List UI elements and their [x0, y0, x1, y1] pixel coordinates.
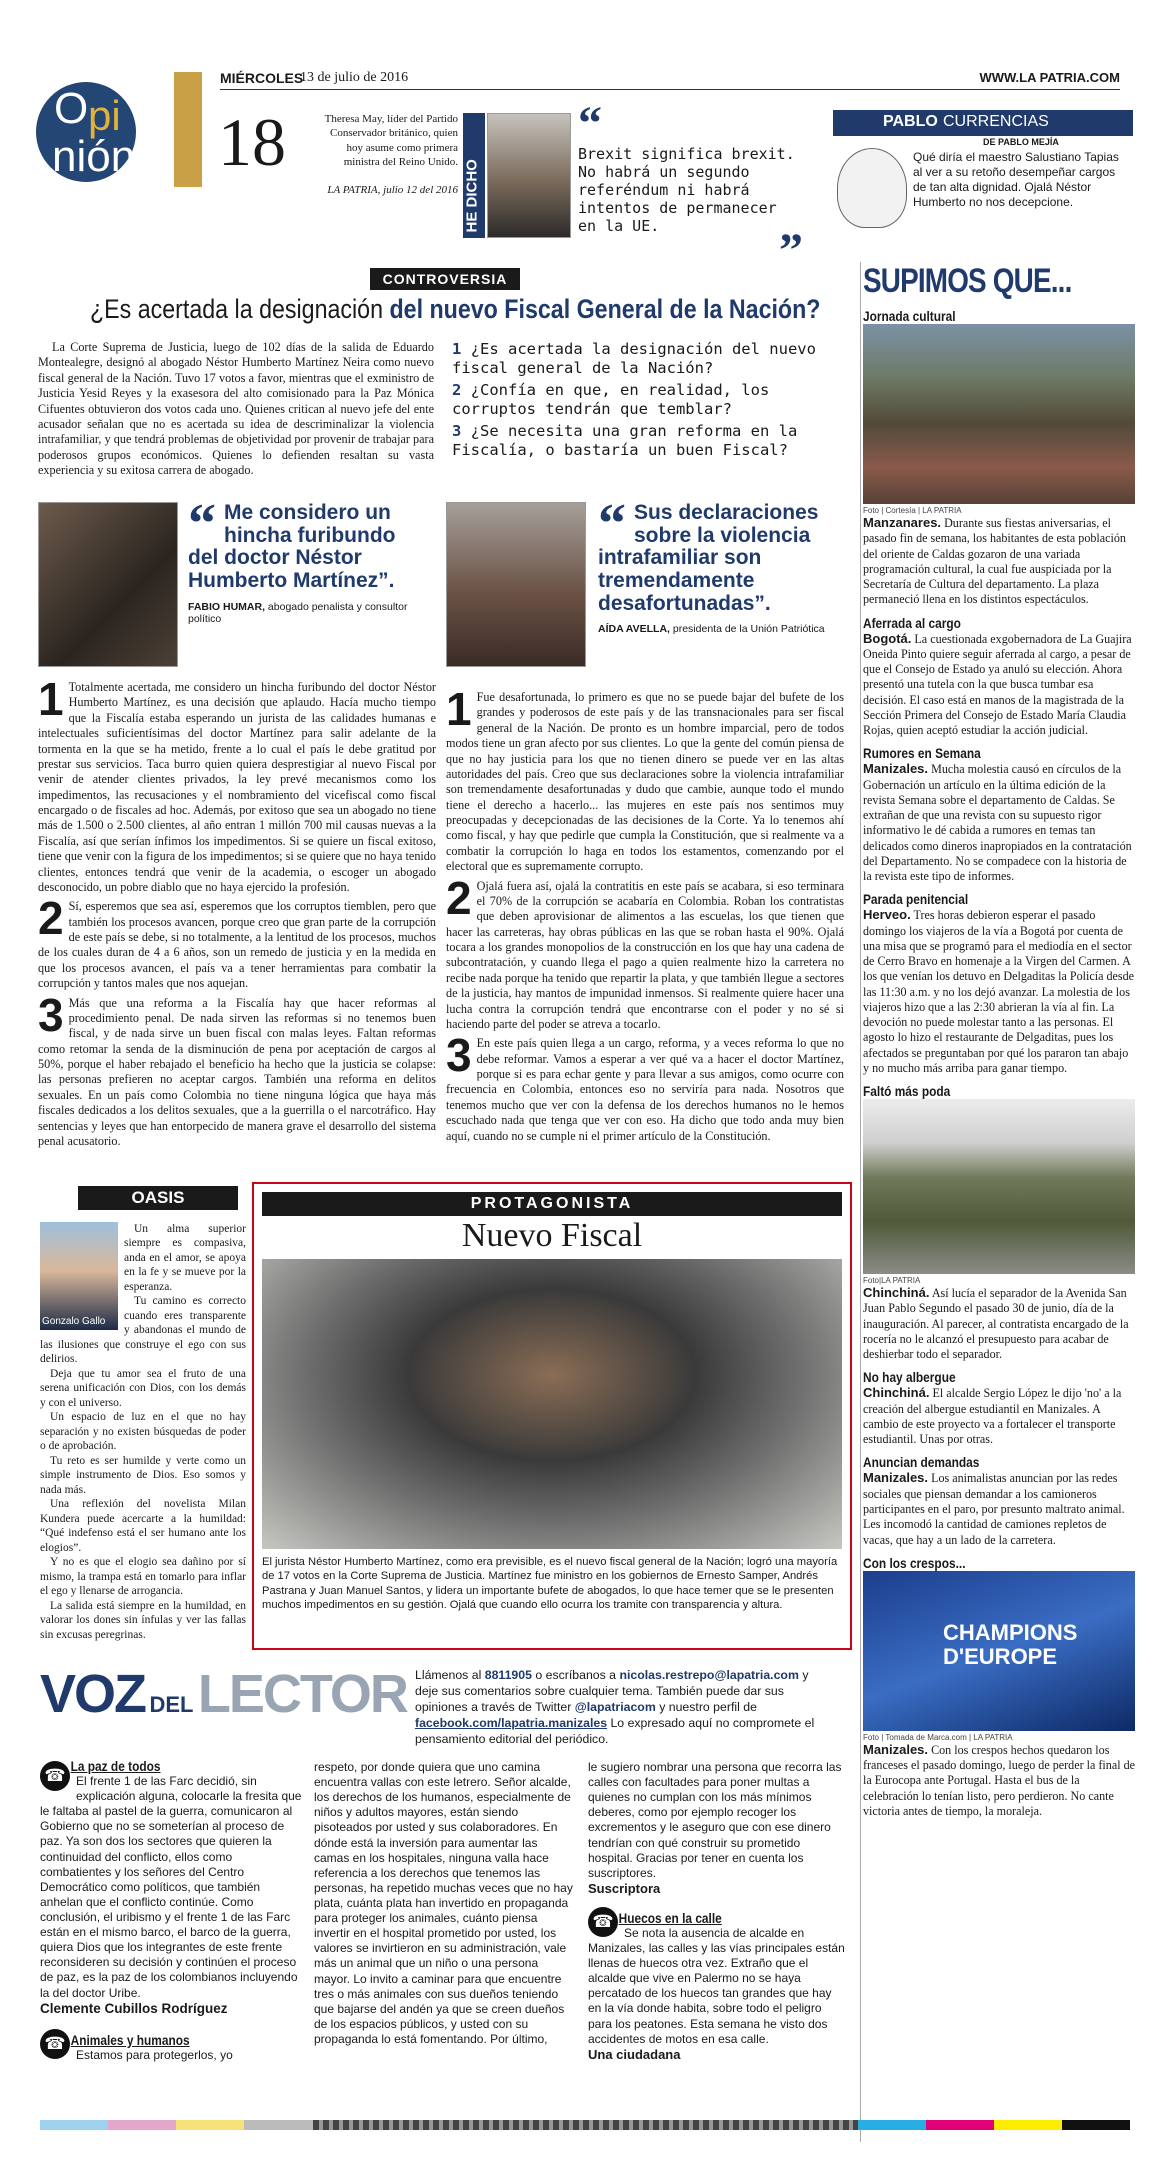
- item5-text: [863, 1285, 1136, 1362]
- pablo-title: PABLO: [883, 113, 938, 130]
- letter-2-head: Animales y humanos: [70, 2031, 190, 2048]
- answer-number-2: 2: [38, 892, 64, 945]
- right-answer-2: [446, 871, 844, 1033]
- voz-email-link[interactable]: nicolas.restrepo@lapatria.com: [619, 1668, 799, 1682]
- right-answers: [446, 683, 844, 1144]
- item3-body: Mucha molestia causó en círculos de la Gobernación un artículo en la última edición de la revista Semana sobre el departamento de Caldas. Se extrañan de que una revista con su supuesto rigor informativo le dé cabida a rumores en temas tan delicados como dineros inapropiados en la contratación del Departamento. No se compadece con la historia de la revista este tipo de informes.: [863, 762, 1132, 884]
- answer-number-3: 3: [38, 988, 64, 1041]
- oasis-p8: La salida está siempre en la humildad, en valorar los dones sin ínfulas y ver las fallas sin excusas peregrinas.: [40, 1599, 246, 1641]
- oasis-author: Gonzalo Gallo: [42, 1315, 106, 1327]
- left-answer-1: [38, 673, 436, 895]
- hedicho-quote: [578, 97, 803, 277]
- voz-info-e: Lo expresado aquí no compromete el pensamiento editorial del periódico.: [415, 1715, 815, 1746]
- item1-lead: Manzanares.: [863, 515, 942, 530]
- item8-lead: Manizales.: [863, 1741, 929, 1757]
- question-3: [452, 422, 842, 461]
- close-quote-icon: ”: [779, 223, 803, 277]
- item1-caption: Foto | Cortesía | LA PATRIA: [863, 506, 962, 515]
- item7-text: [863, 1470, 1136, 1547]
- item5-caption: Foto|LA PATRIA: [863, 1276, 921, 1286]
- voz-facebook-link[interactable]: facebook.com/lapatria.manizales: [415, 1715, 608, 1730]
- protagonista-title: Nuevo Fiscal: [461, 1217, 643, 1254]
- page-number: 18: [218, 104, 286, 180]
- open-quote-icon: “: [578, 97, 602, 150]
- hedicho-tag: [463, 113, 485, 238]
- right-answer-1: [446, 683, 844, 875]
- item2-text: [863, 631, 1136, 739]
- header-rule: [220, 89, 1120, 90]
- pablo-box: [833, 110, 1133, 250]
- color-registration-bar: [40, 2120, 1130, 2130]
- item7-body: Los animalistas anuncian por las redes sociales que piensan demandar a los camioneros participantes en el paro, por presunto maltrato animal. Les incomodó la cantidad de camiones repletos de vacas, que hay a un lado de la carretera.: [863, 1471, 1125, 1547]
- item7-head: Anuncian demandas: [863, 1454, 980, 1471]
- hedicho-intro: [318, 112, 458, 197]
- oasis-p3: Deja que tu amor sea el fruto de una serena unificación con Dios, con los demás y con el universo.: [40, 1367, 246, 1409]
- phone-icon: ☎: [588, 1907, 618, 1937]
- voz-word: VOZ: [40, 1664, 146, 1724]
- hedicho-source: LA PATRIA, julio 12 del 2016: [327, 184, 458, 197]
- answer-number-3: 3: [446, 1029, 472, 1082]
- question-text: ¿Es acertada la designación del nuevo fiscal general de la Nación?: [452, 340, 816, 378]
- left-author-role: abogado penalista y consultor político: [188, 600, 408, 625]
- pablo-byline: DE PABLO MEJÍA: [983, 137, 1059, 147]
- item8-caption: Foto | Tomada de Marca.com | LA PATRIA: [863, 1732, 1013, 1742]
- left-author-name: FABIO HUMAR,: [188, 600, 265, 613]
- right-answer-3-text: En este país quien llega a un cargo, reforma, y a veces reforma lo que no debe reformar. Vamos a esperar a ver qué va a hacer el doctor Martínez, porque si es para echar gente y para llevar a sus amigos, como ocurre con frecuencia en Colombia, entonces eso no serviría para nada. Nosotros que tenemos mucho que ver con la defensa de los derechos humanos no le hemos escuchado nada que tenga que ver con eso. Ha dicho que todo anda muy bien aquí, cuando no se cumple ni el primer artículo de la Constitución.: [446, 1036, 844, 1143]
- right-quote-text: Sus declaraciones sobre la violencia intrafamiliar son tremendamente desafortunadas”.: [598, 501, 819, 615]
- letter-2-text-a: Estamos para protegerlos, yo: [76, 2047, 233, 2062]
- protagonista-caption: El jurista Néstor Humberto Martínez, como era previsible, es el nuevo fiscal general de la Nación; logró una mayoría de 17 votos en la Corte Suprema de Justicia. Martínez fue ministro en los gobiernos de Ernesto Samper, Andrés Pastrana y Juan Manuel Santos, y lidera un importante bufete de abogados, lo que hace temer que se le presenten muchos impedimentos en su gestión. Ojalá que cuando ello ocurra los tramite con transparencia y altura.: [262, 1555, 838, 1612]
- manzanares-photo: [863, 324, 1135, 504]
- item4-body: Tres horas debieron esperar el pasado domingo los viajeros de la vía a Bogotá por cuenta de una misa que se programó para el mediodía en el sector de Cerro Bravo en homenaje a la Virgen del Carmen. A los que venían los detuvo en Delgaditas la Policía desde las 11:30 a.m. y no los dejó avanzar. La molestia de los viajeros hizo que a las 2:30 abrieran la vía al fin. La devoción no puede molestar tanto a las personas. El agosto lo hizo el restaurante de Delgaditas, pues los afectados se preguntaban por qué los pararon tan abajo y no mucho más arriba para ganar tiempo.: [863, 908, 1135, 1075]
- answer-number-1: 1: [446, 683, 472, 735]
- right-answer-3: [446, 1029, 844, 1144]
- question-number: 3: [452, 421, 462, 440]
- protagonista-tag-text: PROTAGONISTA: [470, 1195, 634, 1212]
- letter-2-sign: Suscriptora: [588, 1880, 661, 1896]
- headline-part-a: ¿Es acertada la designación: [90, 294, 384, 324]
- controversia-tag: [370, 268, 520, 290]
- right-author: [598, 623, 838, 635]
- right-author-name: AÍDA AVELLA,: [598, 623, 670, 636]
- voz-twitter-link[interactable]: @lapatriacom: [574, 1699, 656, 1714]
- left-answer-3: [38, 988, 436, 1150]
- voz-info-a: Llámenos al: [415, 1668, 482, 1682]
- oasis-p1: Un alma superior siempre es compasiva, anda en el amor, se apoya en la fe y se mueve por la esperanza.: [124, 1223, 246, 1293]
- item2-body: La cuestionada exgobernadora de La Guajira Oneida Pinto quiere seguir aferrada al cargo, a pesar de que el Consejo de Estado ya anuló su elección. Ahora presentó una tutela con la que busca tumbar esa decisión. El caso está en manos de la magistrada de la Sección Primera del Consejo de Estado María Claudia Rojas, quien aceptó estudiar la acción judicial.: [863, 631, 1132, 738]
- question-1: [452, 340, 842, 379]
- oasis-p5: Tu reto es ser humilde y verte como un simple instrumento de Dios. Eso somos y nada más.: [40, 1454, 246, 1496]
- item3-text: [863, 761, 1136, 884]
- item3-lead: Manizales.: [863, 761, 929, 777]
- supimos-column: [860, 262, 1136, 2142]
- opinion-logo: [36, 82, 176, 187]
- gold-bar: [174, 72, 202, 187]
- chinchina-photo: [863, 1099, 1135, 1274]
- gonzalo-gallo-photo: [40, 1222, 118, 1330]
- controversia-intro: La Corte Suprema de Justicia, luego de 102 días de la salida de Eduardo Montealegre, designó al abogado Néstor Humberto Martínez Neira como nuevo fiscal general de la Nación. Tuvo 17 votos a favor, mientras que el exministro de Justicia Yesid Reyes y la exasesora del alto comisionado para la Paz Mónica Cifuentes obtuvieron dos votos cada uno. Quienes critican al nuevo jefe del ente acusador señalan que no es acertada su idea de descriminalizar la violencia intrafamiliar, y que tendrá problemas de objetividad por provenir de trabajar para poderosos grupos económicos. Quienes lo defienden resaltan su vasta experiencia y su exitosa carrera de abogado.: [38, 340, 434, 477]
- question-number: 1: [452, 340, 462, 358]
- voz-info-d: y nuestro perfil de: [659, 1699, 757, 1714]
- voz-info-b: o escríbanos a: [535, 1668, 617, 1682]
- item1-head: Jornada cultural: [863, 308, 956, 324]
- answer-number-1: 1: [38, 673, 64, 725]
- logo-letters-pi: pi: [88, 92, 121, 139]
- item6-head: No hay albergue: [863, 1369, 956, 1386]
- item4-head: Parada penitencial: [863, 891, 969, 908]
- letter-col-1: [40, 1758, 302, 2063]
- oasis-title: OASIS: [131, 1188, 185, 1207]
- item4-lead: Herveo.: [863, 907, 911, 923]
- item6-text: [863, 1385, 1136, 1447]
- controversia-tag-text: CONTROVERSIA: [382, 271, 508, 287]
- item5-lead: Chinchiná.: [863, 1285, 930, 1301]
- phone-icon: ☎: [40, 2029, 70, 2059]
- fabio-humar-photo: [38, 502, 178, 667]
- supimos-title: SUPIMOS QUE...: [863, 262, 1072, 300]
- answer-number-2: 2: [446, 871, 472, 924]
- question-number: 2: [452, 380, 462, 399]
- site-url[interactable]: WWW.LA PATRIA.COM: [979, 70, 1120, 85]
- oasis-p6: Una reflexión del novelista Milan Kundera puede acercarte a la humildad: “Qué indefenso está el ser humano ante los elogios”.: [40, 1498, 246, 1554]
- item2-head: Aferrada al cargo: [863, 614, 961, 631]
- phone-icon: ☎: [40, 1761, 70, 1791]
- item2-lead: Bogotá.: [863, 630, 912, 646]
- left-answer-2: [38, 892, 436, 991]
- item5-head: Faltó más poda: [863, 1083, 951, 1100]
- left-answer-3-text: Más que una reforma a la Fiscalía hay que hacer reformas al procedimiento penal. De nada sirven las reformas si no tenemos buen fiscal, y de nada sirve un buen fiscal con malas leyes. Faltan reformas como retomar la senda de la disminución de pena por aceptación de cargos al 50%, porque el haber rebajado el beneficio ha hecho que la justicia se colapse: las personas prefieren no aceptar cargos. También una reforma en delitos sexuales. En un país como Colombia no tiene ninguna lógica que haya más fiscales dedicados a los delitos sexuales, que a la guerrilla o el narcotráfico. Hay sentencias y leyes que han entorpecido de manera grave el desarrollo del sistema penal acusatorio.: [38, 995, 436, 1148]
- letter-col-3: [588, 1760, 846, 2062]
- letter-1-sign: Clemente Cubillos Rodríguez: [40, 2000, 228, 2016]
- letter-3-head: Huecos en la calle: [618, 1909, 722, 1926]
- logo-letter-o: O: [54, 84, 89, 133]
- left-quote-text: Me considero un hincha furibundo del doctor Néstor Humberto Martínez”.: [188, 501, 396, 593]
- question-text: ¿Confía en que, en realidad, los corruptos tendrán que temblar?: [452, 380, 770, 419]
- item8-head: Con los crespos...: [863, 1554, 966, 1571]
- item8-text: [863, 1742, 1136, 1819]
- item6-lead: Chinchiná.: [863, 1385, 930, 1401]
- item5-body: Así lucía el separador de la Avenida San Juan Pablo Segundo el pasado 30 de junio, día de la inauguración. Al parecer, al contratista encargado de la rocería no le alcanzó el presupuesto para acabar de deshierbar todo el separador.: [863, 1286, 1129, 1362]
- protagonista-box: [252, 1182, 852, 1650]
- protagonista-tag: [262, 1192, 842, 1216]
- voz-info-c: y deje sus comentarios sobre cualquier tema. También puede dar sus opiniones a través de Twitter: [415, 1668, 809, 1714]
- right-author-role: presidenta de la Unión Patriótica: [672, 623, 825, 636]
- left-answer-1-text: Totalmente acertada, me considero un hincha furibundo del doctor Néstor Humberto Martínez, es una decisión que aplaudo. Hacía mucho tiempo que la Fiscalía estaba esperando un jurista de las calidades humanas e intelectuales suficientísimas del doctor Martínez para salir adelante de la tormenta en la que se ha metido, frente a lo cual el país le debe gratitud por prestar sus servicios. Taca burro quien quiera desprestigiar al nuevo Fiscal por venir de atender clientes privados, la ley prevé mecanismos como los impedimentos, las recusaciones y el nombramiento del vicefiscal como fiscal encargado o de fiscales ad hoc. Además, por exitoso que sea un abogado no tiene más de 1.500 o 2.500 clientes, al año entran 1 millón 700 mil causas nuevas a la Fiscalía, así que serían ínfimos los impedimentos. Si se quiere un fiscal exitoso, tiene que venir con la figura de los impedimentos; si se quiere que no haya tenido clientes, entonces tendrá que venir de la academia, o escoger un abogado desconocido, un pobre diablo que no haya ejercido la profesión.: [38, 680, 436, 894]
- hedicho-quote-text: Brexit significa brexit. No habrá un segundo referéndum ni habrá intentos de permanecer en la UE.: [578, 144, 795, 235]
- controversia-headline: [90, 294, 821, 325]
- item1-body: Durante sus fiestas aniversarias, el pasado fin de semana, los habitantes de esta población del oriente de Caldas gozaron de una variada programación cultural, la cual fue auspiciada por la Secretaría de Cultura del departamento. La plaza permaneció llena en los distintos espectáculos.: [863, 516, 1126, 607]
- day-label: MIÉRCOLES: [220, 70, 304, 86]
- euro-bus-photo: [863, 1571, 1135, 1731]
- letter-3-text: Se nota la ausencia de alcalde en Manizales, las calles y las vías principales están llenas de huecos otra vez. Extraño que el alcalde que vive en Palermo no se haya percatado de los huecos tan grandes que hay en la vía donde habita, sobre todo el peligro para los peatones. Esta semana he visto dos accidentes de motos en esa calle.: [588, 1925, 845, 2046]
- hedicho-intro-text: Theresa May, líder del Partido Conservador británico, quien hoy asume como primera ministra del Reino Unido.: [324, 113, 458, 168]
- pablo-title2: CURRENCIAS: [943, 113, 1049, 130]
- left-answers: [38, 673, 436, 1149]
- pablo-header: [833, 110, 1133, 136]
- voz-del-lector-title: [40, 1663, 410, 1723]
- lector-word: LECTOR: [197, 1664, 407, 1724]
- headline-part-b: del nuevo Fiscal General de la Nación?: [389, 294, 821, 324]
- theresa-may-photo: [487, 113, 571, 238]
- right-answer-2-text: Ojalá fuera así, ojalá la contratitis en este país se acabara, si eso terminara el 70% de la corrupción se acabaría en Colombia. Roban los contratistas que deben aprovisionar de alimentos a las escuelas, los que tienen que hacer las carreteras, hay obras públicas en las que se roban hasta el 90%. Ojalá tocara a los grandes monopolios de la construcción en los que hay una cadena de subcontratación, y cuando llega el pago a quien realmente hizo la carretera no recibe nada porque ha tenido que repartir la plata, y que también llegue a sectores de la justicia, hay mantos de impunidad inmensos. Si realmente quiere hacer una lucha contra la corrupción tendrá que encontrarse con el poder y no sé si haciendo parte del poder se atreva a tocarlo.: [446, 878, 844, 1031]
- del-word: DEL: [149, 1692, 194, 1717]
- voz-phone[interactable]: 8811905: [484, 1668, 532, 1682]
- left-pull-quote: [188, 493, 428, 625]
- question-2: [452, 381, 842, 420]
- item8-body: Con los crespos hechos quedaron los franceses el pasado domingo, luego de perder la final de la Eurocopa ante Portugal. Hasta el bus de la celebración lo tenían listo, pero perdieron. No cante victoria antes de tiempo, la moraleja.: [863, 1742, 1136, 1818]
- bus-lettering: CHAMPIONS D'EUROPE: [943, 1619, 1078, 1669]
- logo-word-nion: nión: [52, 132, 136, 181]
- letter-1-text: El frente 1 de las Farc decidió, sin explicación alguna, colocarle la fresita que le faltaba al pastel de la guerra, comunicaron al Gobierno que no se someterían al proceso de paz. Ya son dos los sectores que quieren la continuidad del conflicto, ellos como combatientes y los señores del Centro Democrático como políticos, que también anhelan que el conflicto continúe. Como conclusión, el uribismo y el frente 1 de las Farc están en el mismo barco, el barco de la guerra, quiera Dios que los integrantes de este frente reconsideren su decisión y continúen el proceso de paz, es la paz de los colombianos incluyendo la del doctor Uribe.: [40, 1774, 302, 2000]
- pablo-cartoon: [837, 148, 907, 228]
- pablo-text: Qué diría el maestro Salustiano Tapias al ver a su retoño desempeñar cargos de tan alta dignidad. Ojalá Néstor Humberto no nos decepcione.: [913, 150, 1119, 210]
- right-pull-quote: [598, 493, 838, 636]
- item1-text: [863, 515, 1136, 608]
- letter-2-text-b: respeto, por donde quiera que uno camina encuentra vallas con este letrero. Señor alcalde, los derechos de los humanos, especialmente de niños y adultos mayores, están siendo pisoteados por usted y sus colaboradores. En dónde está la inversión para aumentar las camas en los hospitales, ninguna valla hace referencia a los derechos que tenemos las personas, ha repetido muchas veces que no hay plata, cuánta plata han invertido en propaganda para proteger los animales, cuánto piensa invertir en el hospital prometido por usted, los valores se invirtieron en su administración, vale más un animal que un niño o una persona mayor. Lo invito a caminar para que encuentre tres o más animales con sus dueños teniendo que bajarse del andén ya que se creen dueños de los espacios públicos, y usted con su propaganda lo está fomentando. Por último,: [314, 1760, 573, 2046]
- letter-2-text-c: le sugiero nombrar una persona que recorra las calles con facultades para poner multas a quienes no cumplan con los más mínimos deberes, como por ejemplo recoger los excrementos y le aseguro que con ese dinero tendrían con qué construir su prometido hospital. Gracias por tener en cuenta los suscriptores.: [588, 1760, 842, 1880]
- quote-icon: “: [598, 493, 626, 555]
- item7-lead: Manizales.: [863, 1470, 929, 1486]
- oasis-p4: Un espacio de luz en el que no hay separación y no existen búsquedas de poder o de aprobación.: [40, 1411, 246, 1453]
- voz-info: [415, 1668, 835, 1748]
- letter-3-sign: Una ciudadana: [588, 2046, 681, 2062]
- letter-1-head: La paz de todos: [70, 1758, 161, 1774]
- left-answer-2-text: Sí, esperemos que sea así, esperemos que los corruptos tiemblen, pero que también los procesos avancen, porque creo que gran parte de la corrupción de este país se debe, si no totalmente, a la lentitud de los procesos, muchos de los cuales duran de 4 a 6 años, son un remedo de justicia y en la medida en que los procesos avancen, el país va a tener herramientas para combatir la corrupción y tantos males que nos aquejan.: [38, 899, 436, 991]
- nestor-humberto-photo: [262, 1259, 842, 1549]
- item6-body: El alcalde Sergio López le dijo 'no' a la creación del albergue estudiantil en Manizales. A cambio de este proyecto va a fortalecer el transporte estudiantil. Unas por otras.: [863, 1386, 1122, 1447]
- question-text: ¿Se necesita una gran reforma en la Fiscalía, o bastaría un buen Fiscal?: [452, 421, 798, 459]
- questions-list: [452, 340, 842, 460]
- date-label: 13 de julio de 2016: [300, 70, 409, 85]
- left-author: [188, 601, 428, 625]
- oasis-p7: Y no es que el elogio sea dañino por sí mismo, la trampa está en tomarlo para inflar el ego y llenarse de arrogancia.: [40, 1556, 246, 1598]
- oasis-body: [40, 1222, 246, 1642]
- oasis-header: [78, 1186, 238, 1210]
- oasis-p2: Tu camino es correcto cuando eres transparente y abandonas el mundo de las ilusiones que construye el ego con sus delirios.: [40, 1295, 246, 1366]
- item4-text: [863, 907, 1136, 1076]
- quote-icon: “: [188, 493, 216, 555]
- right-answer-1-text: Fue desafortunada, lo primero es que no se puede bajar del bufete de los grandes y poderosos de este país y de las transnacionales para ser fiscal general de la Nación. De pronto es un hombre imparcial, pero de todos modos tiene un gran afecto por sus clientes. Lo que la gente del común piensa de que no hay justicia para los que no tienen dinero se puede ver en las altas autoridades del país. Creo que sus declaraciones sobre la violencia intrafamiliar son tremendamente desafortunadas y dudo que cambie, aunque todo el mundo tiene el derecho a hacerlo... las mujeres en este país nos sentimos muy preocupadas y decepcionadas de las decisiones de la Corte. Ya lo tenemos ahí como fiscal, y hay que pedirle que cumpla la Constitución, que si realmente va a combatir la corrupción lo haga en todos los estamentos, comenzando por el electoral que es supremamente corrupto.: [446, 690, 844, 874]
- aida-avella-photo: [446, 502, 586, 667]
- item3-head: Rumores en Semana: [863, 745, 981, 762]
- hedicho-tag-text: HE DICHO: [463, 159, 481, 233]
